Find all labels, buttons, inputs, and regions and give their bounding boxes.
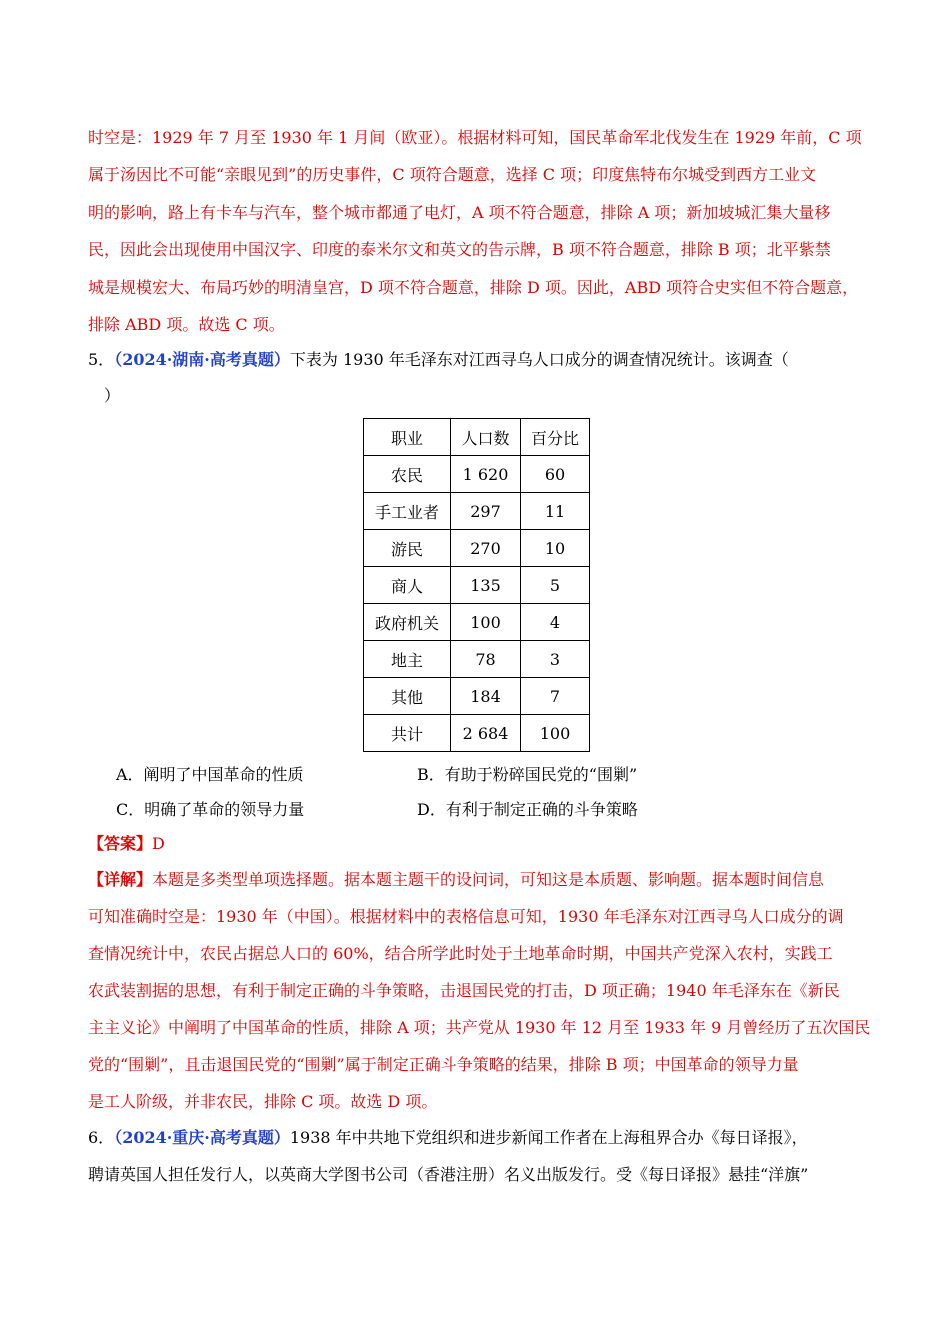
table-cell: 游民 xyxy=(364,530,451,567)
table-header-row xyxy=(364,419,590,456)
option-c: C．明确了革命的领导力量 xyxy=(116,800,305,819)
question-5-bracket-close: ） xyxy=(104,386,121,405)
prev-explanation-line-2: 属于汤因比不可能“亲眼见到”的历史事件，C 项符合题意，选择 C 项；印度焦特布尔城受到西方工业文 xyxy=(88,165,817,184)
answer-line xyxy=(88,834,165,854)
table-cell: 手工业者 xyxy=(364,493,451,530)
table-row xyxy=(364,604,590,641)
question-source: （2024·重庆·高考真题） xyxy=(114,1128,290,1147)
table-row xyxy=(364,641,590,678)
question-6-stem-line-2: 聘请英国人担任发行人，以英商大学图书公司（香港注册）名义出版发行。受《每日译报》悬挂“洋旗” xyxy=(88,1165,809,1184)
table-row xyxy=(364,456,590,493)
question-text: 下表为 1930 年毛泽东对江西寻乌人口成分的调查情况统计。该调查（ xyxy=(289,350,789,369)
table-cell: 商人 xyxy=(364,567,451,604)
table-row xyxy=(364,567,590,604)
option-d: D．有利于制定正确的斗争策略 xyxy=(417,800,638,819)
population-table xyxy=(363,418,590,752)
table-cell: 100 xyxy=(451,604,521,641)
table-cell: 60 xyxy=(521,456,590,493)
option-b: B．有助于粉碎国民党的“围剿” xyxy=(417,765,638,784)
table-cell: 2 684 xyxy=(451,715,521,752)
table-cell: 10 xyxy=(521,530,590,567)
table-cell: 135 xyxy=(451,567,521,604)
table-cell: 1 620 xyxy=(451,456,521,493)
detail-line-1 xyxy=(88,870,824,890)
table-cell: 7 xyxy=(521,678,590,715)
detail-line-4: 农武装割据的思想，有利于制定正确的斗争策略，击退国民党的打击，D 项正确；1940 年毛泽东在《新民 xyxy=(88,981,840,1000)
table-header-cell: 人口数 xyxy=(451,419,521,456)
table-cell: 共计 xyxy=(364,715,451,752)
table-row xyxy=(364,715,590,752)
detail-line-2: 可知准确时空是：1930 年（中国）。根据材料中的表格信息可知，1930 年毛泽东对江西寻乌人口成分的调 xyxy=(88,907,844,926)
table-row xyxy=(364,493,590,530)
question-text: 1938 年中共地下党组织和进步新闻工作者在上海租界合办《每日译报》， xyxy=(289,1128,808,1147)
table-cell: 政府机关 xyxy=(364,604,451,641)
question-source: （2024·湖南·高考真题） xyxy=(114,350,290,369)
answer-value: D xyxy=(152,834,165,853)
question-5-stem xyxy=(88,350,789,370)
prev-explanation-line-6: 排除 ABD 项。故选 C 项。 xyxy=(88,315,285,334)
table-cell: 100 xyxy=(521,715,590,752)
detail-line-6: 党的“围剿”，且击退国民党的“围剿”属于制定正确斗争策略的结果，排除 B 项；中国革命的领导力量 xyxy=(88,1055,799,1074)
question-6-stem xyxy=(88,1128,808,1148)
table-cell: 5 xyxy=(521,567,590,604)
table-cell: 4 xyxy=(521,604,590,641)
prev-explanation-line-5: 城是规模宏大、布局巧妙的明清皇宫，D 项不符合题意，排除 D 项。因此，ABD 项符合史实但不符合题意， xyxy=(88,278,859,297)
question-number: 5． xyxy=(88,350,115,369)
table-cell: 其他 xyxy=(364,678,451,715)
table-cell: 3 xyxy=(521,641,590,678)
table-row xyxy=(364,530,590,567)
table-cell: 184 xyxy=(451,678,521,715)
prev-explanation-line-3: 明的影响，路上有卡车与汽车，整个城市都通了电灯，A 项不符合题意，排除 A 项；新加坡城汇集大量移 xyxy=(88,203,831,222)
answer-label: 【答案】 xyxy=(88,834,153,853)
table-row xyxy=(364,678,590,715)
table-cell: 78 xyxy=(451,641,521,678)
question-number: 6． xyxy=(88,1128,115,1147)
option-a: A．阐明了中国革命的性质 xyxy=(116,765,304,784)
table-cell: 270 xyxy=(451,530,521,567)
detail-line-7: 是工人阶级，并非农民，排除 C 项。故选 D 项。 xyxy=(88,1092,438,1111)
table-header-cell: 职业 xyxy=(364,419,451,456)
prev-explanation-line-1: 时空是：1929 年 7 月至 1930 年 1 月间（欧亚）。根据材料可知，国民革命军北伐发生在 1929 年前，C 项 xyxy=(88,128,862,147)
prev-explanation-line-4: 民，因此会出现使用中国汉字、印度的泰米尔文和英文的告示牌，B 项不符合题意，排除 B 项；北平紫禁 xyxy=(88,240,831,259)
table-cell: 297 xyxy=(451,493,521,530)
table-header-cell: 百分比 xyxy=(521,419,590,456)
table-cell: 农民 xyxy=(364,456,451,493)
detail-line-5: 主主义论》中阐明了中国革命的性质，排除 A 项；共产党从 1930 年 12 月至 1933 年 9 月曾经历了五次国民 xyxy=(88,1018,871,1037)
detail-line-3: 查情况统计中，农民占据总人口的 60%，结合所学此时处于土地革命时期，中国共产党深入农村，实践工 xyxy=(88,944,833,963)
table-cell: 11 xyxy=(521,493,590,530)
table-cell: 地主 xyxy=(364,641,451,678)
detail-label: 【详解】 xyxy=(88,870,153,889)
detail-text: 本题是多类型单项选择题。据本题主题干的设问词，可知这是本质题、影响题。据本题时间信息 xyxy=(152,870,825,889)
